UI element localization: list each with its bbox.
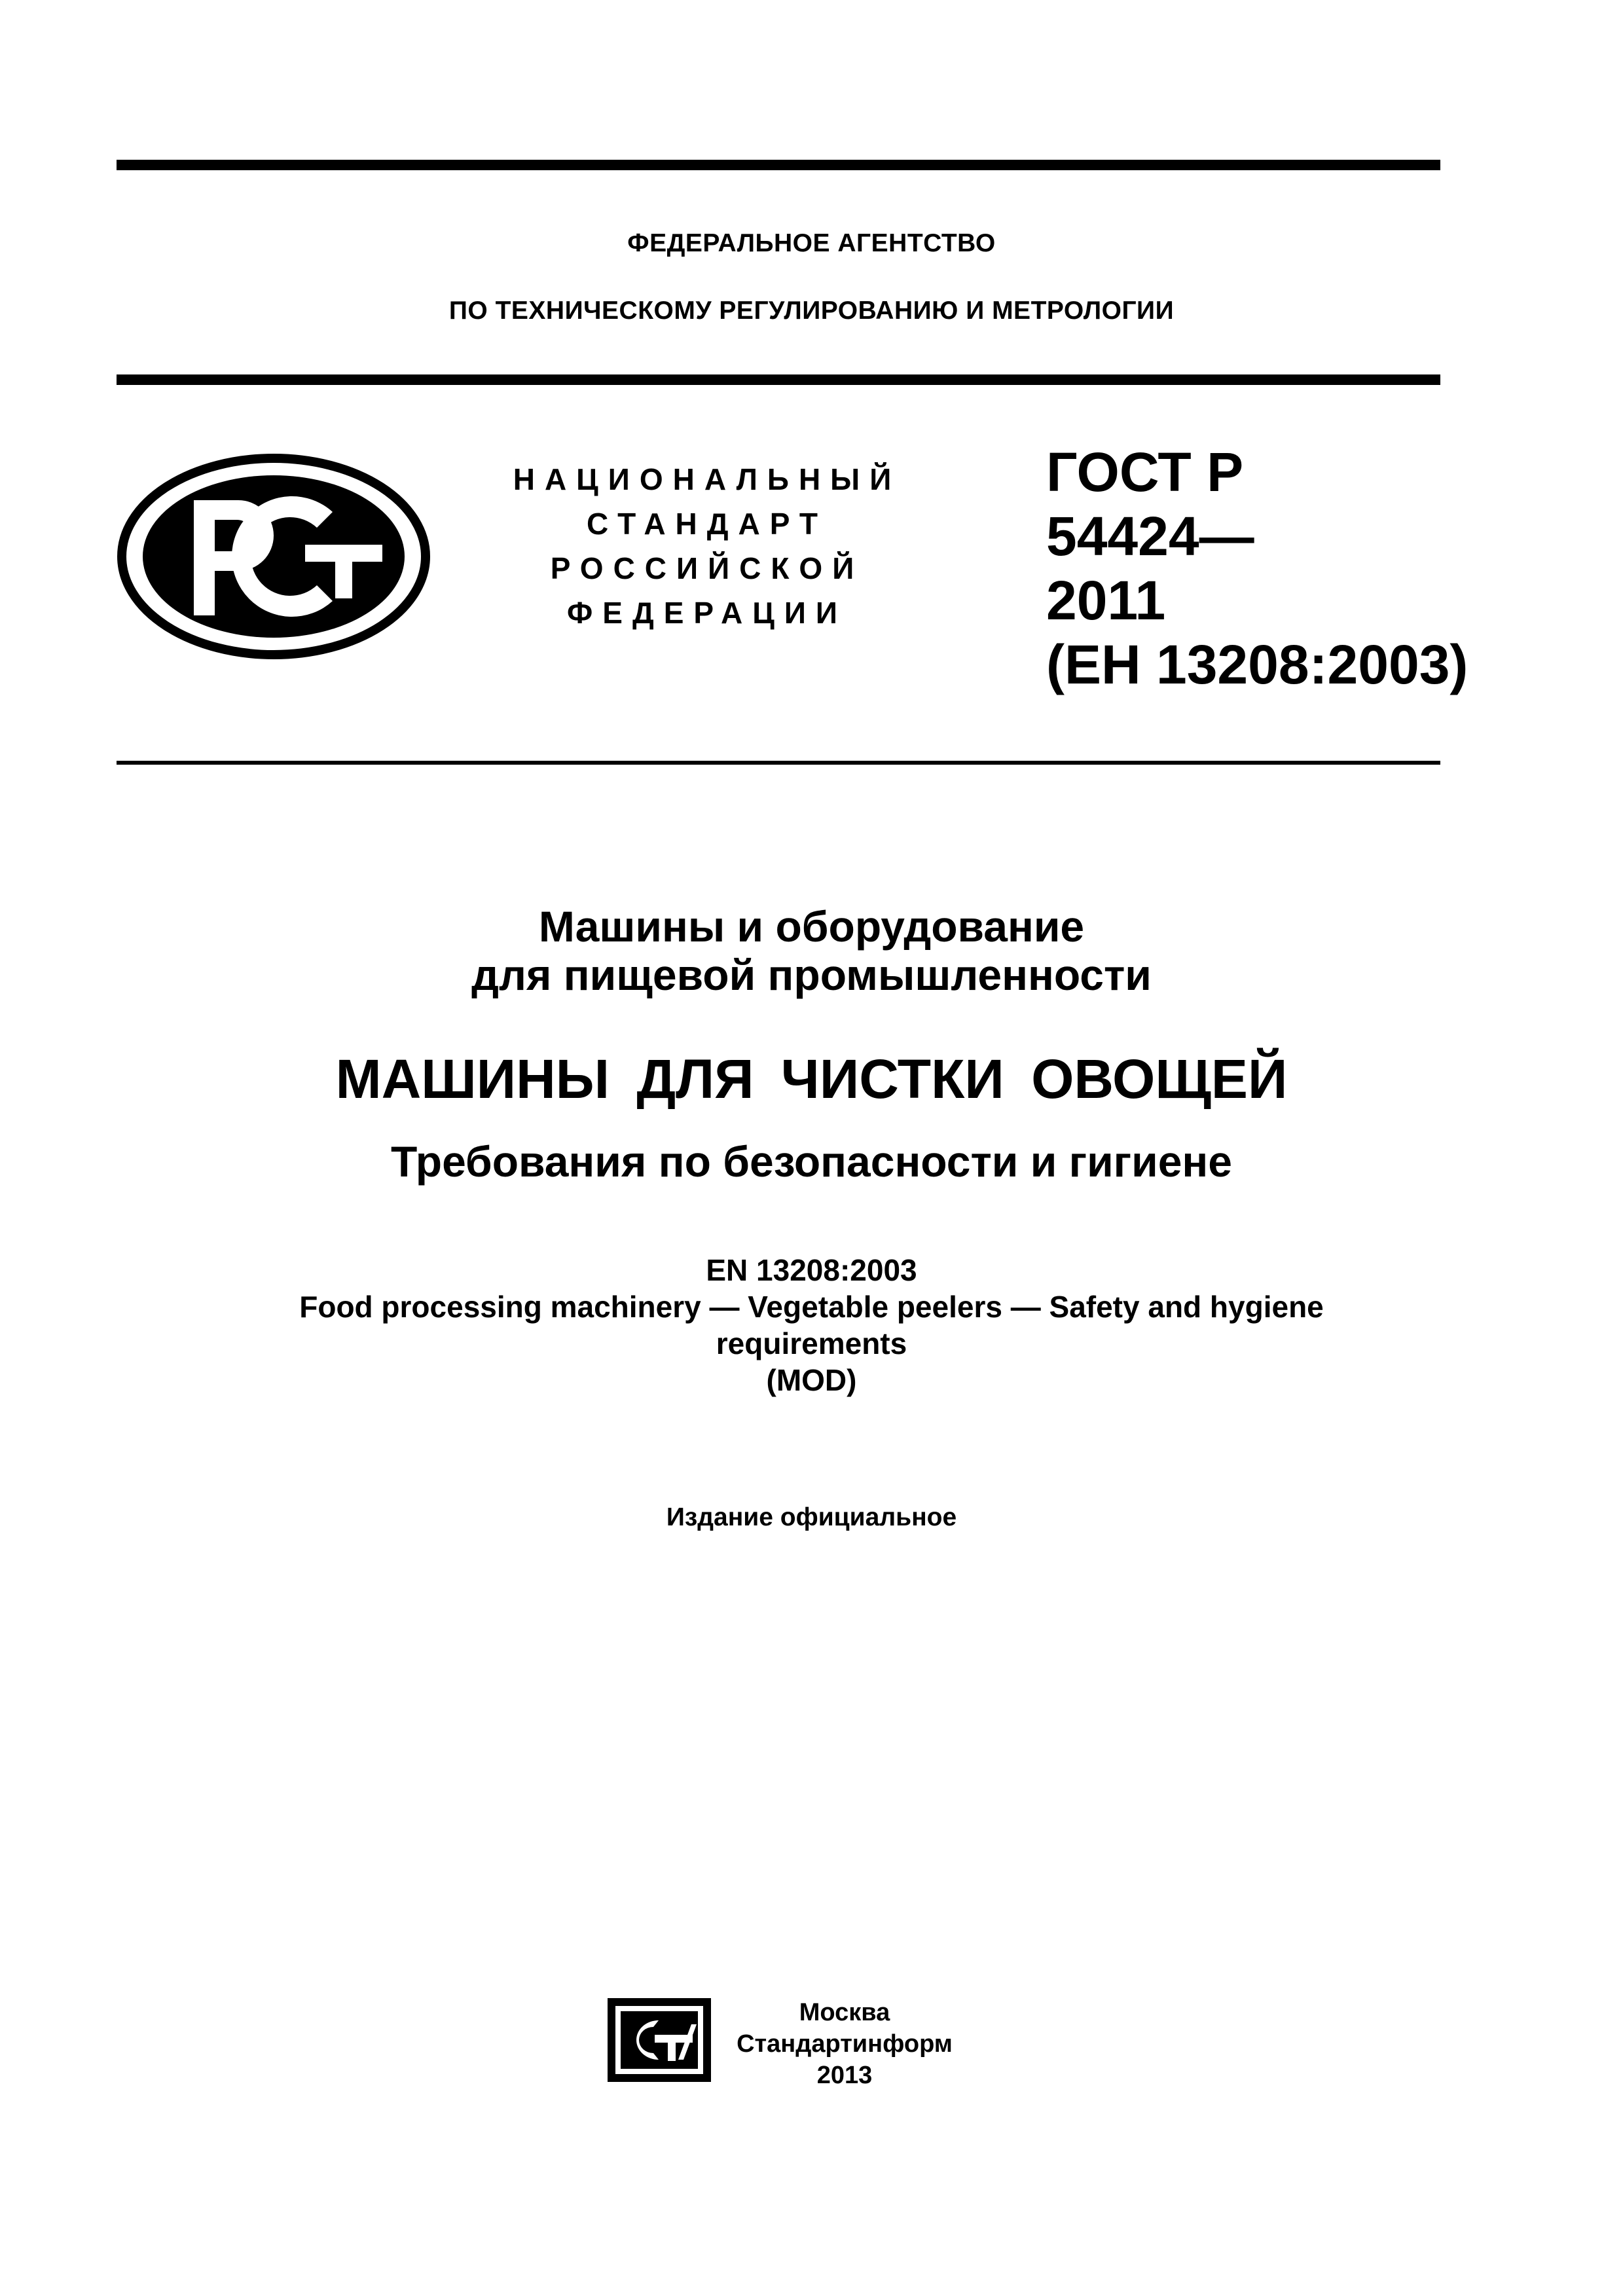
agency-line-2: ПО ТЕХНИЧЕСКОМУ РЕГУЛИРОВАНИЮ И МЕТРОЛОГИИ xyxy=(448,297,1175,325)
header-rule xyxy=(117,374,1440,385)
standard-code-line: 2011 xyxy=(1046,570,1166,631)
main-title: МАШИНЫ ДЛЯ ЧИСТКИ ОВОЩЕЙ xyxy=(335,1048,1288,1110)
en-title-line-2: requirements xyxy=(716,1326,907,1360)
publisher-year: 2013 xyxy=(816,2062,873,2089)
standard-type-line: РОССИЙСКОЙ xyxy=(550,551,864,585)
en-code: EN 13208:2003 xyxy=(706,1253,917,1287)
standard-type-line: НАЦИОНАЛЬНЫЙ xyxy=(513,462,902,496)
standard-type xyxy=(458,457,956,635)
title-line-1: Машины и оборудование xyxy=(538,902,1085,951)
publisher-name: Стандартинформ xyxy=(737,2030,953,2058)
rst-logo-icon xyxy=(117,452,431,661)
title-line-2: для пищевой промышленности xyxy=(471,951,1152,999)
standard-code-line: (ЕН 13208:2003) xyxy=(1046,634,1468,695)
publisher-city: Москва xyxy=(799,1999,890,2026)
standard-type-line: СТАНДАРТ xyxy=(587,507,828,541)
standard-type-line: ФЕДЕРАЦИИ xyxy=(567,596,847,630)
standard-code-line: 54424— xyxy=(1046,505,1254,567)
publisher-info xyxy=(720,1997,969,2091)
en-title-line-1: Food processing machinery — Vegetable peelers — Safety and hygiene xyxy=(299,1290,1324,1324)
subtitle: Требования по безопасности и гигиене xyxy=(390,1137,1233,1186)
standard-code-line: ГОСТ Р xyxy=(1046,441,1244,503)
en-mod: (MOD) xyxy=(766,1363,857,1397)
official-edition: Издание официальное xyxy=(666,1503,957,1531)
agency-line-1: ФЕДЕРАЛЬНОЕ АГЕНТСТВО xyxy=(627,229,996,257)
standard-code xyxy=(1046,440,1544,697)
title-rule xyxy=(117,761,1440,765)
standartinform-logo-icon xyxy=(608,1998,711,2082)
top-rule xyxy=(117,160,1440,170)
